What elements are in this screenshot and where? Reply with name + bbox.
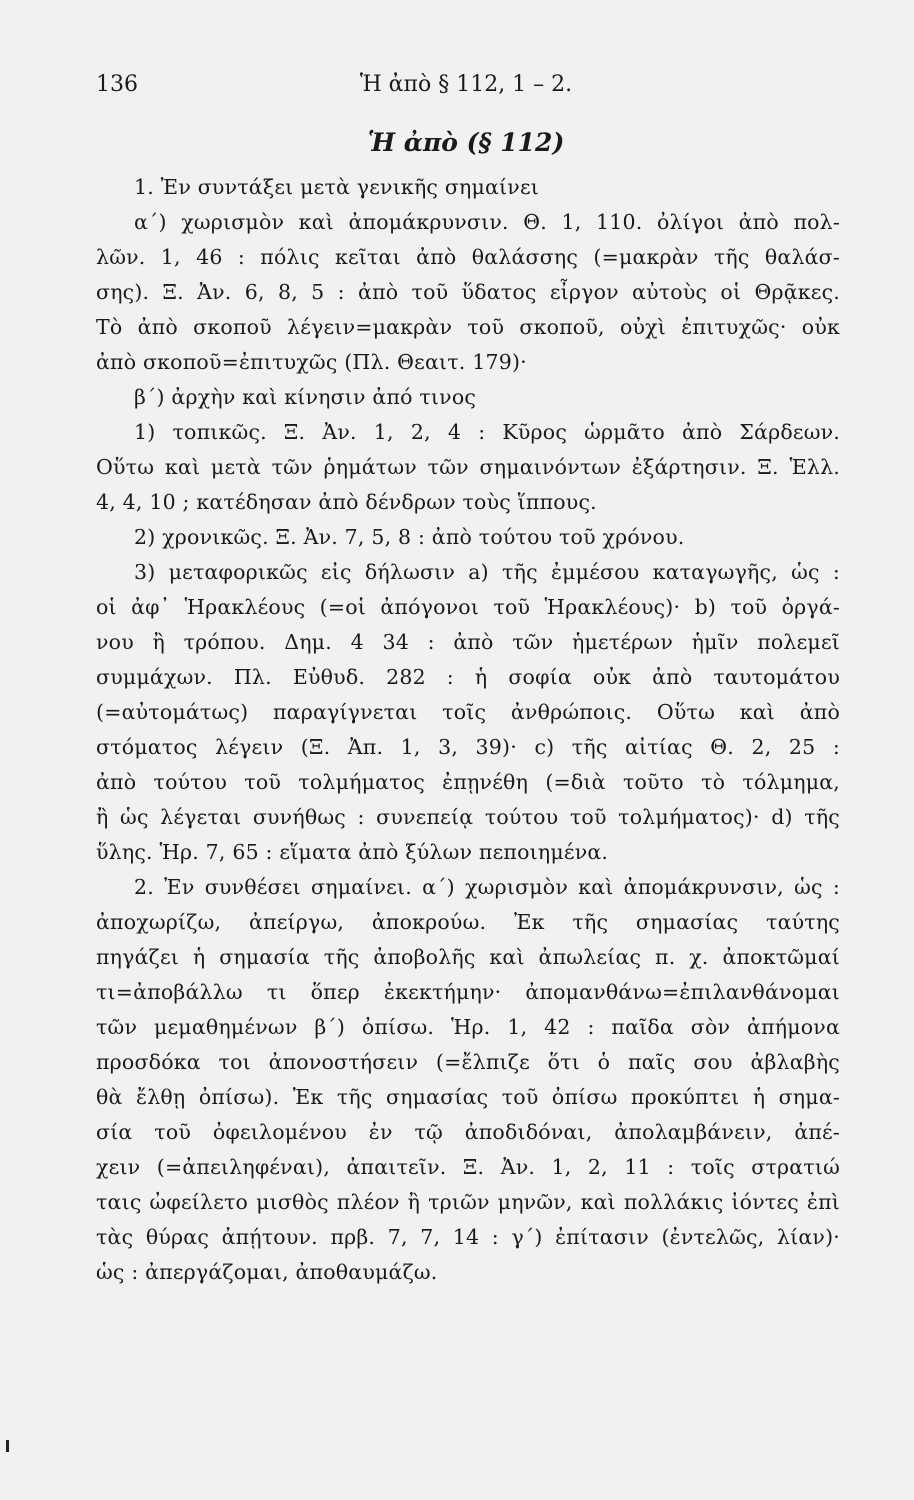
text-line: τῶν μεμαθημένων β΄) ὀπίσω. Ἡρ. 1, 42 : παῖδα σὸν ἀπήμονα [96, 1015, 840, 1039]
section-title: Ἡ ἀπὸ (§ 112) [367, 128, 565, 157]
text-line: στόματος λέγειν (Ξ. Ἀπ. 1, 3, 39)· c) τῆς αἰτίας Θ. 2, 25 : [96, 735, 840, 759]
text-line: ταις ὠφείλετο μισθὸς πλέον ἢ τριῶν μηνῶν, καὶ πολλάκις ἰόντες ἐπὶ [96, 1190, 840, 1214]
text-line: τι=ἀποβάλλω τι ὅπερ ἐκεκτήμην· ἀπομανθάνω=ἐπιλανθάνομαι [96, 980, 840, 1004]
text-line: α΄) χωρισμὸν καὶ ἀπομάκρυνσιν. Θ. 1, 110. ὀλίγοι ἀπὸ πολ- [134, 210, 840, 234]
page-number: 136 [96, 72, 138, 97]
text-line: οἱ ἀφ᾽ Ἡρακλέους (=οἱ ἀπόγονοι τοῦ Ἡρακλέους)· b) τοῦ ὀργά- [96, 595, 840, 619]
text-line: 2. Ἐν συνθέσει σημαίνει. α΄) χωρισμὸν καὶ ἀπομάκρυνσιν, ὡς : [134, 875, 840, 899]
text-line: σία τοῦ ὀφειλομένου ἐν τῷ ἀποδιδόναι, ἀπολαμβάνειν, ἀπέ- [96, 1120, 840, 1144]
text-line: 1) τοπικῶς. Ξ. Ἀν. 1, 2, 4 : Κῦρος ὡρμᾶτο ἀπὸ Σάρδεων. [134, 420, 840, 444]
text-line: 4, 4, 10 ; κατέδησαν ἀπὸ δένδρων τοὺς ἵππους. [96, 490, 597, 514]
text-line: τὰς θύρας ἀπῄτουν. πρβ. 7, 7, 14 : γ΄) ἐπίτασιν (ἐντελῶς, λίαν)· [96, 1225, 840, 1249]
page-edge-mark [6, 1440, 9, 1452]
text-line: θὰ ἔλθῃ ὀπίσω). Ἐκ τῆς σημασίας τοῦ ὀπίσω προκύπτει ἡ σημα- [96, 1085, 840, 1109]
text-line: Οὕτω καὶ μετὰ τῶν ῥημάτων τῶν σημαινόντων ἐξάρτησιν. Ξ. Ἑλλ. [96, 455, 840, 479]
text-line: προσδόκα τοι ἀπονοστήσειν (=ἔλπιζε ὅτι ὁ παῖς σου ἀβλαβὴς [96, 1050, 840, 1074]
text-line: λῶν. 1, 46 : πόλις κεῖται ἀπὸ θαλάσσης (=μακρὰν τῆς θαλάσ- [96, 245, 840, 269]
text-line: πηγάζει ἡ σημασία τῆς ἀποβολῆς καὶ ἀπωλείας π. χ. ἀποκτῶμαί [96, 945, 840, 969]
running-head [96, 72, 836, 102]
running-title: Ἡ ἀπὸ § 112, 1 – 2. [359, 72, 573, 97]
text-line: συμμάχων. Πλ. Εὐθυδ. 282 : ἡ σοφία οὐκ ἀπὸ ταυτομάτου [96, 665, 840, 689]
text-line: σης). Ξ. Ἀν. 6, 8, 5 : ἀπὸ τοῦ ὕδατος εἶργον αὐτοὺς οἱ Θρᾷκες. [96, 280, 840, 304]
text-line: χειν (=ἀπειληφέναι), ἀπαιτεῖν. Ξ. Ἀν. 1, 2, 11 : τοῖς στρατιώ [96, 1155, 840, 1179]
text-line: ὕλης. Ἡρ. 7, 65 : εἵματα ἀπὸ ξύλων πεποιημένα. [96, 840, 609, 864]
text-line: ἀπὸ τούτου τοῦ τολμήματος ἐπῃνέθη (=διὰ τοῦτο τὸ τόλμημα, [96, 770, 840, 794]
text-line: ἢ ὡς λέγεται συνήθως : συνεπείᾳ τούτου τοῦ τολμήματος)· d) τῆς [96, 805, 840, 829]
body-text [96, 170, 840, 1290]
text-line: Τὸ ἀπὸ σκοποῦ λέγειν=μακρὰν τοῦ σκοποῦ, οὐχὶ ἐπιτυχῶς· οὐκ [96, 315, 840, 339]
text-line: (=αὐτομάτως) παραγίγνεται τοῖς ἀνθρώποις. Οὕτω καὶ ἀπὸ [96, 700, 840, 724]
text-line: ἀποχωρίζω, ἀπείργω, ἀποκρούω. Ἐκ τῆς σημασίας ταύτης [96, 910, 840, 934]
text-line: 2) χρονικῶς. Ξ. Ἀν. 7, 5, 8 : ἀπὸ τούτου τοῦ χρόνου. [134, 525, 685, 549]
text-line: ἀπὸ σκοποῦ=ἐπιτυχῶς (Πλ. Θεαιτ. 179)· [96, 350, 527, 374]
text-line: 1. Ἐν συντάξει μετὰ γενικῆς σημαίνει [134, 175, 540, 199]
text-line: 3) μεταφορικῶς εἰς δήλωσιν a) τῆς ἐμμέσου καταγωγῆς, ὡς : [134, 560, 840, 584]
text-line: ὡς : ἀπεργάζομαι, ἀποθαυμάζω. [96, 1260, 438, 1284]
text-line: β΄) ἀρχὴν καὶ κίνησιν ἀπό τινος [134, 385, 477, 409]
text-line: νου ἢ τρόπου. Δημ. 4 34 : ἀπὸ τῶν ἡμετέρων ἡμῖν πολεμεῖ [96, 630, 840, 654]
